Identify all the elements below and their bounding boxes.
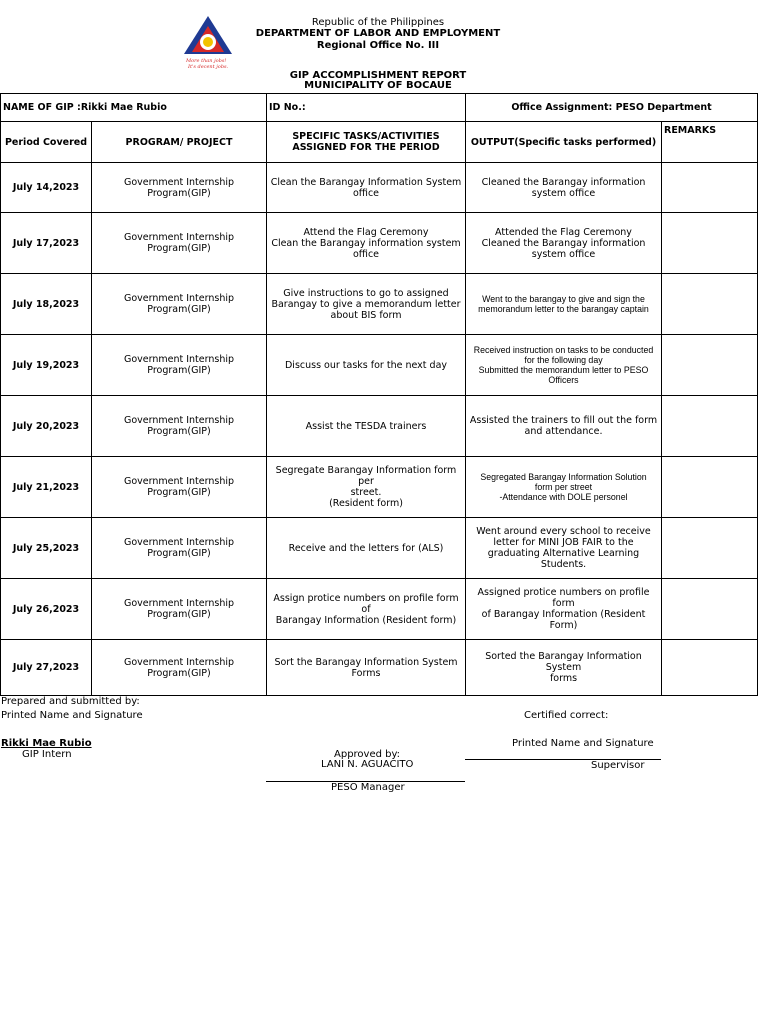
svg-text:It's decent jobs.: It's decent jobs. xyxy=(188,64,229,70)
header-tasks: SPECIFIC TASKS/ACTIVITIES ASSIGNED FOR THE PERIOD xyxy=(267,122,466,163)
approved-by-label: Approved by: xyxy=(334,749,401,760)
table-row xyxy=(1,396,758,457)
printed-name-left: Printed Name and Signature xyxy=(1,710,143,721)
task-cell: Assist the TESDA trainers xyxy=(267,396,466,457)
task-cell: Give instructions to go to assigned Barangay to give a memorandum letter about BIS form xyxy=(267,274,466,335)
program-cell: Government Internship Program(GIP) xyxy=(92,213,267,274)
remarks-cell xyxy=(662,335,758,396)
output-cell: Assigned protice numbers on profile form of Barangay Information (Resident Form) xyxy=(466,579,662,640)
program-cell: Government Internship Program(GIP) xyxy=(92,457,267,518)
task-cell: Discuss our tasks for the next day xyxy=(267,335,466,396)
id-no-cell: ID No.: xyxy=(267,94,466,122)
task-cell: Sort the Barangay Information System Forms xyxy=(267,640,466,696)
remarks-cell xyxy=(662,457,758,518)
table-row xyxy=(1,335,758,396)
task-cell: Assign protice numbers on profile form of Barangay Information (Resident form) xyxy=(267,579,466,640)
period-cell: July 17,2023 xyxy=(1,213,92,274)
intern-name: Rikki Mae Rubio xyxy=(1,738,92,749)
table-row xyxy=(1,457,758,518)
supervisor-label: Supervisor xyxy=(591,760,645,771)
remarks-cell xyxy=(662,213,758,274)
period-cell: July 26,2023 xyxy=(1,579,92,640)
task-cell: Segregate Barangay Information form per street. (Resident form) xyxy=(267,457,466,518)
period-cell: July 19,2023 xyxy=(1,335,92,396)
output-cell: Assisted the trainers to fill out the form and attendance. xyxy=(466,396,662,457)
remarks-cell xyxy=(662,640,758,696)
header-period: Period Covered xyxy=(1,122,92,163)
period-cell: July 20,2023 xyxy=(1,396,92,457)
republic-line: Republic of the Philippines xyxy=(311,17,445,28)
approver-role: PESO Manager xyxy=(331,782,405,793)
table-row xyxy=(1,518,758,579)
office-assignment-cell: Office Assignment: PESO Department xyxy=(466,94,758,122)
output-cell: Sorted the Barangay Information System forms xyxy=(466,640,662,696)
remarks-cell xyxy=(662,579,758,640)
regional-office-line: Regional Office No. III xyxy=(316,40,440,51)
output-cell: Went around every school to receive letter for MINI JOB FAIR to the graduating Alternative Learning Students. xyxy=(466,518,662,579)
program-cell: Government Internship Program(GIP) xyxy=(92,579,267,640)
program-cell: Government Internship Program(GIP) xyxy=(92,396,267,457)
task-cell: Attend the Flag Ceremony Clean the Barangay information system office xyxy=(267,213,466,274)
intern-role: GIP Intern xyxy=(22,749,72,760)
task-cell: Clean the Barangay Information System office xyxy=(267,163,466,213)
info-row xyxy=(1,94,758,122)
remarks-cell xyxy=(662,274,758,335)
remarks-cell xyxy=(662,163,758,213)
task-cell: Receive and the letters for (ALS) xyxy=(267,518,466,579)
remarks-cell xyxy=(662,518,758,579)
header-remarks: REMARKS xyxy=(662,122,758,163)
program-cell: Government Internship Program(GIP) xyxy=(92,640,267,696)
certified-label: Certified correct: xyxy=(524,710,609,721)
approver-name: LANI N. AGUACITO xyxy=(321,759,414,770)
remarks-cell xyxy=(662,396,758,457)
header-program: PROGRAM/ PROJECT xyxy=(92,122,267,163)
prepared-by-label: Prepared and submitted by: xyxy=(1,696,140,707)
program-cell: Government Internship Program(GIP) xyxy=(92,163,267,213)
report-title: GIP ACCOMPLISHMENT REPORT xyxy=(289,70,467,81)
program-cell: Government Internship Program(GIP) xyxy=(92,335,267,396)
program-cell: Government Internship Program(GIP) xyxy=(92,274,267,335)
table-row xyxy=(1,163,758,213)
svg-text:More than jobs!: More than jobs! xyxy=(186,58,227,64)
printed-name-right: Printed Name and Signature xyxy=(512,738,654,749)
program-cell: Government Internship Program(GIP) xyxy=(92,518,267,579)
period-cell: July 14,2023 xyxy=(1,163,92,213)
period-cell: July 25,2023 xyxy=(1,518,92,579)
period-cell: July 21,2023 xyxy=(1,457,92,518)
gip-name-cell: NAME OF GIP :Rikki Mae Rubio xyxy=(1,94,267,122)
period-cell: July 27,2023 xyxy=(1,640,92,696)
report-header xyxy=(0,0,768,92)
municipality-line: MUNICIPALITY OF BOCAUE xyxy=(304,80,452,91)
column-header-row xyxy=(1,122,758,163)
period-cell: July 18,2023 xyxy=(1,274,92,335)
table-row xyxy=(1,579,758,640)
output-cell: Segregated Barangay Information Solution form per street -Attendance with DOLE personel xyxy=(466,457,662,518)
table-row xyxy=(1,274,758,335)
output-cell: Went to the barangay to give and sign the memorandum letter to the barangay captain xyxy=(466,274,662,335)
output-cell: Cleaned the Barangay information system office xyxy=(466,163,662,213)
table-row xyxy=(1,213,758,274)
output-cell: Attended the Flag Ceremony Cleaned the Barangay information system office xyxy=(466,213,662,274)
department-line: DEPARTMENT OF LABOR AND EMPLOYMENT xyxy=(255,28,501,39)
output-cell: Received instruction on tasks to be conducted for the following day Submitted the memorandum letter to PESO Officers xyxy=(466,335,662,396)
accomplishment-table xyxy=(0,93,758,696)
table-row xyxy=(1,640,758,696)
header-output: OUTPUT(Specific tasks performed) xyxy=(466,122,662,163)
